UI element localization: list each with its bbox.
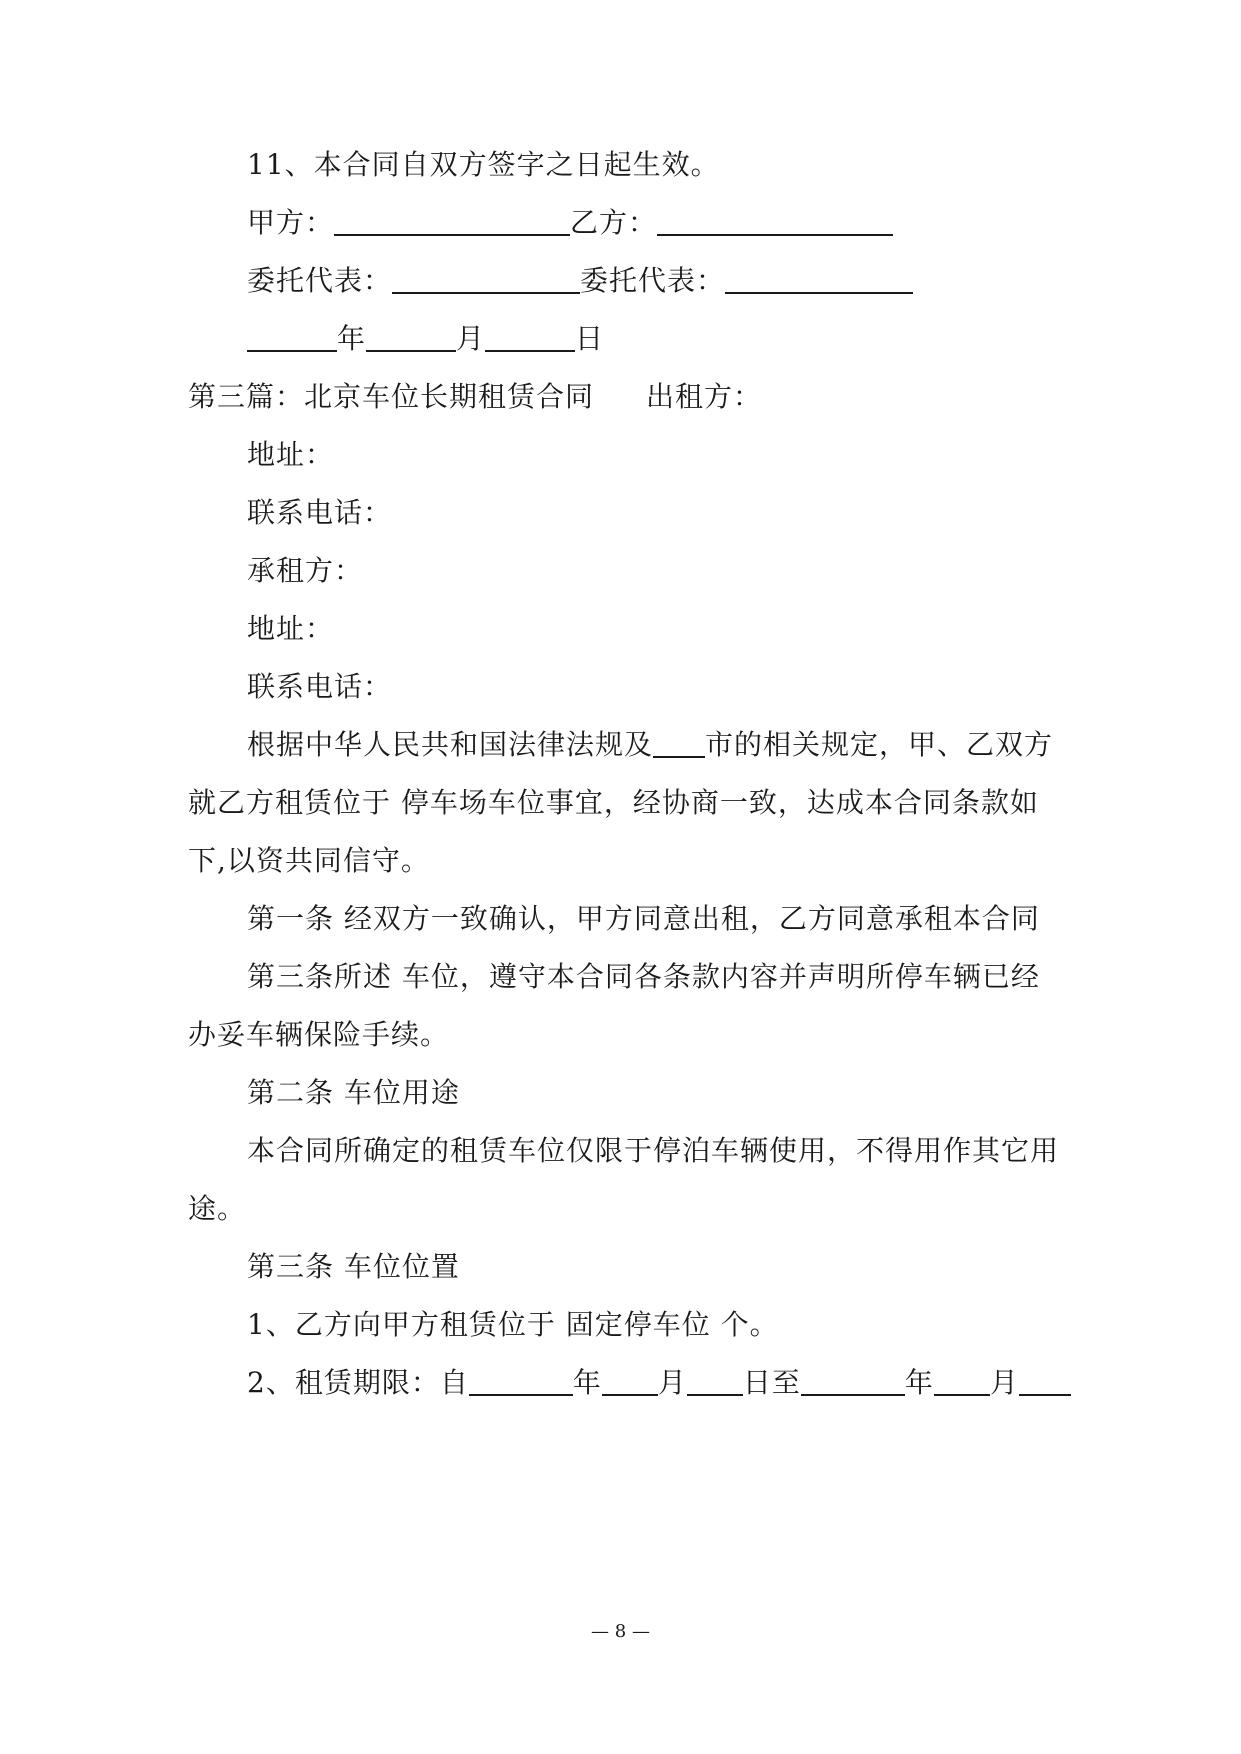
start-month-blank (602, 1364, 658, 1396)
preamble-line-2: 就乙方租赁位于 停车场车位事宜，经协商一致，达成本合同条款如 (188, 786, 1039, 819)
party-b-blank (657, 204, 893, 236)
end-day-blank (1019, 1364, 1071, 1396)
article-1-line-3: 办妥车辆保险手续。 (188, 1018, 450, 1051)
section-title: 第三篇：北京车位长期租赁合同 (188, 380, 595, 413)
section-title-line (188, 377, 762, 417)
lessee-label: 承租方： (247, 554, 364, 587)
lease-term-label: 2、租赁期限：自 (247, 1366, 469, 1399)
to-label: 日至 (742, 1366, 801, 1399)
preamble-text-a: 根据中华人民共和国法律法规及 (247, 728, 654, 761)
agent-a-label: 委托代表： (247, 264, 393, 297)
lessor-address: 地址： (247, 438, 335, 471)
page-number: — 8 — (591, 1621, 650, 1642)
article-2-line-1: 本合同所确定的租赁车位仅限于停泊车辆使用，不得用作其它用 (247, 1134, 1060, 1167)
preamble-line-3: 下,以资共同信守。 (188, 844, 430, 877)
preamble-line-1 (247, 725, 1053, 765)
party-b-label: 乙方： (570, 206, 658, 239)
lessee-phone: 联系电话： (247, 670, 393, 703)
start-month-label: 月 (657, 1366, 687, 1399)
article-1-line-2: 第三条所述 车位，遵守本合同各条款内容并声明所停车辆已经 (247, 960, 1040, 993)
signature-party-line (247, 203, 893, 243)
article-3-item-2 (247, 1363, 1071, 1403)
signature-agent-line (247, 261, 913, 301)
article-2-title: 第二条 车位用途 (247, 1076, 460, 1109)
year-blank (247, 320, 337, 352)
article-3-item-1: 1、乙方向甲方租赁位于 固定停车位 个。 (247, 1308, 779, 1341)
end-year-blank (801, 1364, 905, 1396)
article-1-line-1: 第一条 经双方一致确认，甲方同意出租，乙方同意承租本合同 (247, 902, 1040, 935)
start-day-blank (687, 1364, 743, 1396)
agent-b-blank (725, 262, 913, 294)
article-3-title: 第三条 车位位置 (247, 1250, 460, 1283)
end-year-label: 年 (904, 1366, 934, 1399)
agent-a-blank (392, 262, 580, 294)
clause-11: 11、本合同自双方签字之日起生效。 (247, 148, 720, 181)
party-a-blank (334, 204, 570, 236)
agent-b-label: 委托代表： (580, 264, 726, 297)
lessee-address: 地址： (247, 612, 335, 645)
end-month-blank (934, 1364, 990, 1396)
month-label: 月 (456, 322, 486, 355)
month-blank (366, 320, 456, 352)
day-blank (485, 320, 575, 352)
preamble-text-b: 市的相关规定，甲、乙双方 (705, 728, 1054, 761)
start-year-label: 年 (572, 1366, 602, 1399)
end-month-label: 月 (989, 1366, 1019, 1399)
year-label: 年 (337, 322, 367, 355)
lessor-label: 出租方： (646, 380, 763, 413)
city-blank (653, 726, 705, 758)
article-2-line-2: 途。 (188, 1192, 247, 1225)
start-year-blank (469, 1364, 573, 1396)
signature-date-line (247, 319, 604, 359)
party-a-label: 甲方： (247, 206, 335, 239)
day-label: 日 (575, 322, 605, 355)
lessor-phone: 联系电话： (247, 496, 393, 529)
